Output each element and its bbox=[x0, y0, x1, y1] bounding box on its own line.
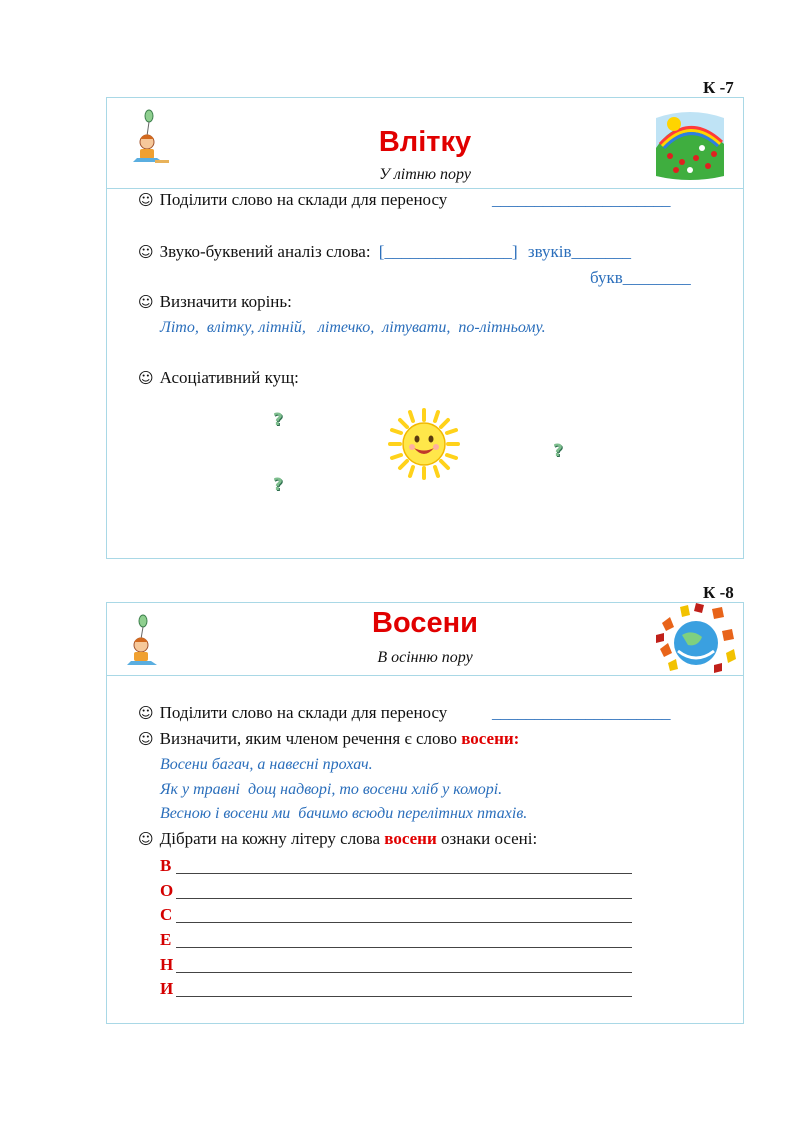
card-subtitle: В осінню пору bbox=[377, 649, 473, 666]
smiley-icon: ☺ bbox=[138, 243, 154, 261]
question-mark-icon: ? bbox=[273, 410, 283, 430]
proverb-sentence: Як у травні дощ надворі, то восени хліб у коморі. bbox=[160, 781, 503, 798]
smiley-icon: ☺ bbox=[138, 369, 154, 387]
proverb-sentence: Восени багач, а навесні прохач. bbox=[160, 756, 373, 773]
task-root bbox=[138, 292, 292, 312]
letters-count-field[interactable]: букв________ bbox=[590, 268, 691, 287]
card-header bbox=[107, 603, 743, 676]
card-label-k8: К -8 bbox=[703, 583, 734, 602]
task-acrostic bbox=[138, 829, 537, 849]
sounds-count-field[interactable]: звуків_______ bbox=[527, 242, 632, 261]
card-header bbox=[107, 98, 743, 189]
highlight-word: восени bbox=[384, 829, 437, 848]
smiley-icon: ☺ bbox=[138, 704, 154, 722]
smiley-icon: ☺ bbox=[138, 191, 154, 209]
acrostic-letter: Е bbox=[160, 930, 172, 949]
highlight-word: восени: bbox=[461, 729, 520, 748]
summer-meadow-icon bbox=[652, 104, 728, 182]
sun-icon bbox=[388, 408, 460, 480]
question-mark-icon: ? bbox=[273, 475, 283, 495]
proverb-sentence: Весною і восени ми бачимо всюди перелітних птахів. bbox=[160, 805, 528, 822]
task-text: ознаки осені: bbox=[441, 829, 538, 848]
smiley-icon: ☺ bbox=[138, 830, 154, 848]
acrostic-letter: И bbox=[160, 979, 174, 998]
acrostic-letter: Н bbox=[160, 955, 174, 974]
task-syllables bbox=[138, 190, 447, 210]
task-text: Поділити слово на склади для переносу bbox=[159, 703, 448, 722]
task-sound-analysis bbox=[138, 242, 631, 262]
question-mark-icon: ? bbox=[553, 441, 563, 461]
acrostic-answer-line[interactable] bbox=[176, 873, 632, 874]
acrostic-answer-line[interactable] bbox=[176, 996, 632, 997]
task-text: Дібрати на кожну літеру слова bbox=[159, 829, 381, 848]
acrostic-letter: В bbox=[160, 856, 172, 875]
acrostic-answer-line[interactable] bbox=[176, 972, 632, 973]
acrostic-letter: С bbox=[160, 905, 173, 924]
card-label-k7: К -7 bbox=[703, 78, 734, 97]
card-title: Восени bbox=[372, 607, 478, 639]
task-sentence-member bbox=[138, 729, 519, 749]
task-text: Поділити слово на склади для переносу bbox=[159, 190, 448, 209]
autumn-leaves-globe-icon bbox=[652, 601, 738, 675]
acrostic-letter: О bbox=[160, 881, 174, 900]
card-subtitle: У літню пору bbox=[379, 166, 471, 183]
smiley-icon: ☺ bbox=[138, 293, 154, 311]
acrostic-answer-line[interactable] bbox=[176, 947, 632, 948]
task-text: Звуко-буквений аналіз слова: bbox=[159, 242, 371, 261]
task-syllables bbox=[138, 703, 447, 723]
card-title: Влітку bbox=[378, 126, 472, 158]
root-words: Літо, влітку, літній, літечко, літувати, по-літньому. bbox=[160, 319, 546, 336]
task-text: Визначити, яким членом речення є слово bbox=[159, 729, 457, 748]
task-text: Асоціативний кущ: bbox=[159, 368, 299, 387]
task-association bbox=[138, 368, 299, 388]
answer-line[interactable]: _____________________ bbox=[492, 190, 671, 209]
smiley-icon: ☺ bbox=[138, 730, 154, 748]
answer-line[interactable]: _____________________ bbox=[492, 703, 671, 722]
task-text: Визначити корінь: bbox=[159, 292, 292, 311]
analysis-box[interactable]: [_______________] bbox=[378, 242, 518, 261]
acrostic-answer-line[interactable] bbox=[176, 898, 632, 899]
acrostic-answer-line[interactable] bbox=[176, 922, 632, 923]
